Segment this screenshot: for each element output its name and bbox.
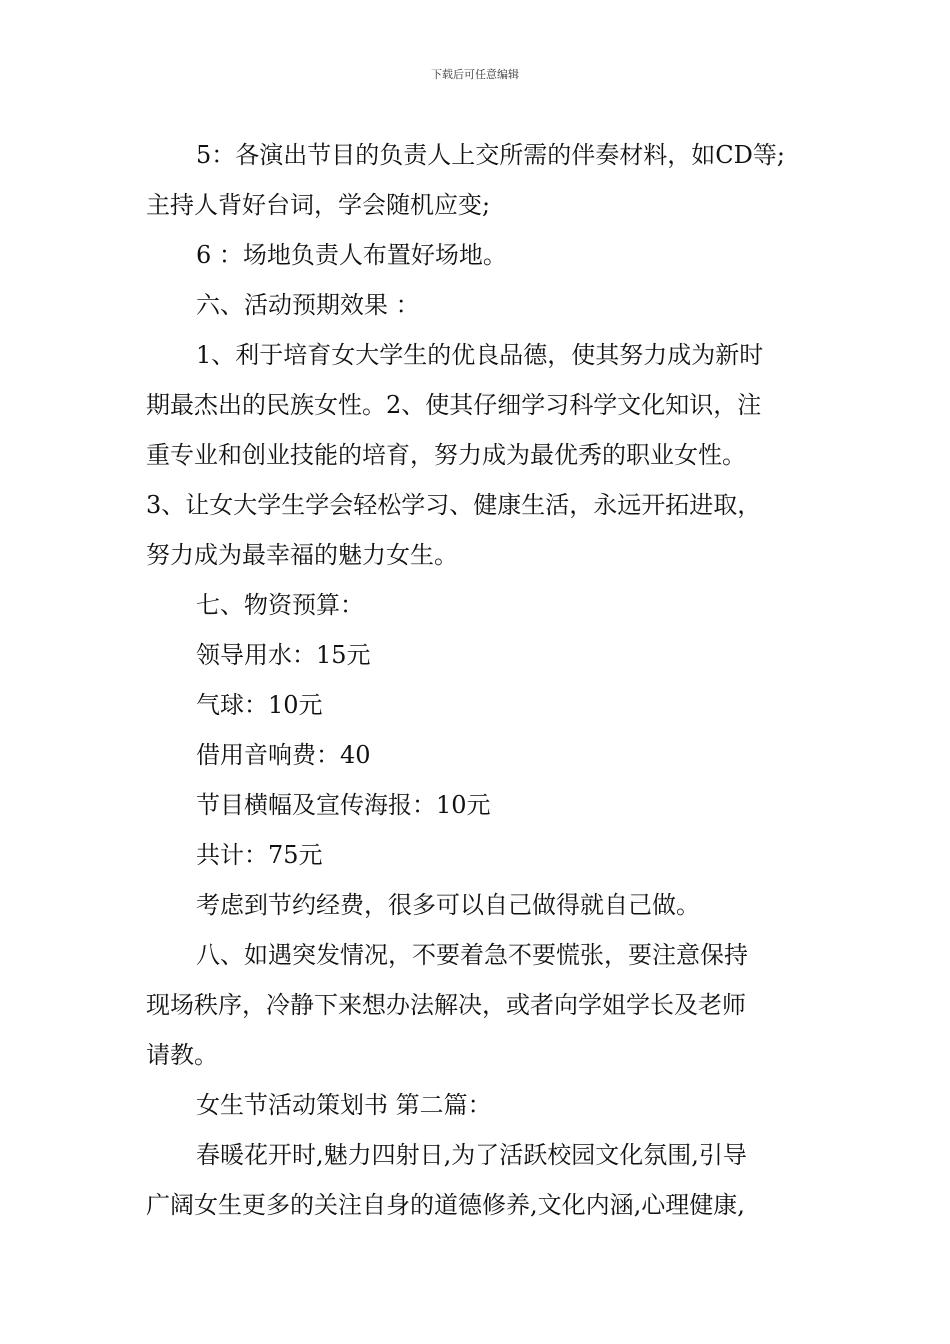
text-line: 重专业和创业技能的培育，努力成为最优秀的职业女性。 — [146, 441, 746, 469]
budget-item: 领导用水：15元 — [196, 641, 371, 669]
text-line: 6 ：场地负责人布置好场地。 — [196, 241, 507, 269]
text-line: 考虑到节约经费，很多可以自己做得就自己做。 — [196, 891, 700, 919]
text-line: 期最杰出的民族女性。2、使其仔细学习科学文化知识，注 — [146, 391, 762, 419]
document-body — [146, 130, 814, 1230]
budget-total: 共计：75元 — [196, 841, 323, 869]
text-line: 请教。 — [146, 1041, 218, 1069]
page-header: 下载后可任意编辑 — [431, 68, 519, 81]
section-heading: 六、活动预期效果 ： — [196, 291, 420, 319]
section-heading: 女生节活动策划书 第二篇： — [196, 1091, 492, 1119]
budget-item: 气球：10元 — [196, 691, 323, 719]
budget-item: 节目横幅及宣传海报：10元 — [196, 791, 491, 819]
text-line: 3、让女大学生学会轻松学习、健康生活，永远开拓进取， — [146, 491, 762, 519]
budget-item: 借用音响费：40 — [196, 741, 371, 769]
text-line: 1、利于培育女大学生的优良品德，使其努力成为新时 — [196, 341, 764, 369]
text-line: 主持人背好台词，学会随机应变; — [146, 191, 491, 219]
text-line: 春暖花开时,魅力四射日,为了活跃校园文化氛围,引导 — [196, 1141, 747, 1169]
section-heading: 七、物资预算： — [196, 591, 364, 619]
section-heading: 八、如遇突发情况，不要着急不要慌张，要注意保持 — [196, 941, 748, 969]
text-line: 现场秩序，冷静下来想办法解决，或者向学姐学长及老师 — [146, 991, 746, 1019]
text-line: 5：各演出节目的负责人上交所需的伴奏材料，如CD等; — [196, 141, 785, 169]
text-line: 努力成为最幸福的魅力女生。 — [146, 541, 458, 569]
text-line: 广阔女生更多的关注自身的道德修养,文化内涵,心理健康, — [146, 1191, 745, 1219]
